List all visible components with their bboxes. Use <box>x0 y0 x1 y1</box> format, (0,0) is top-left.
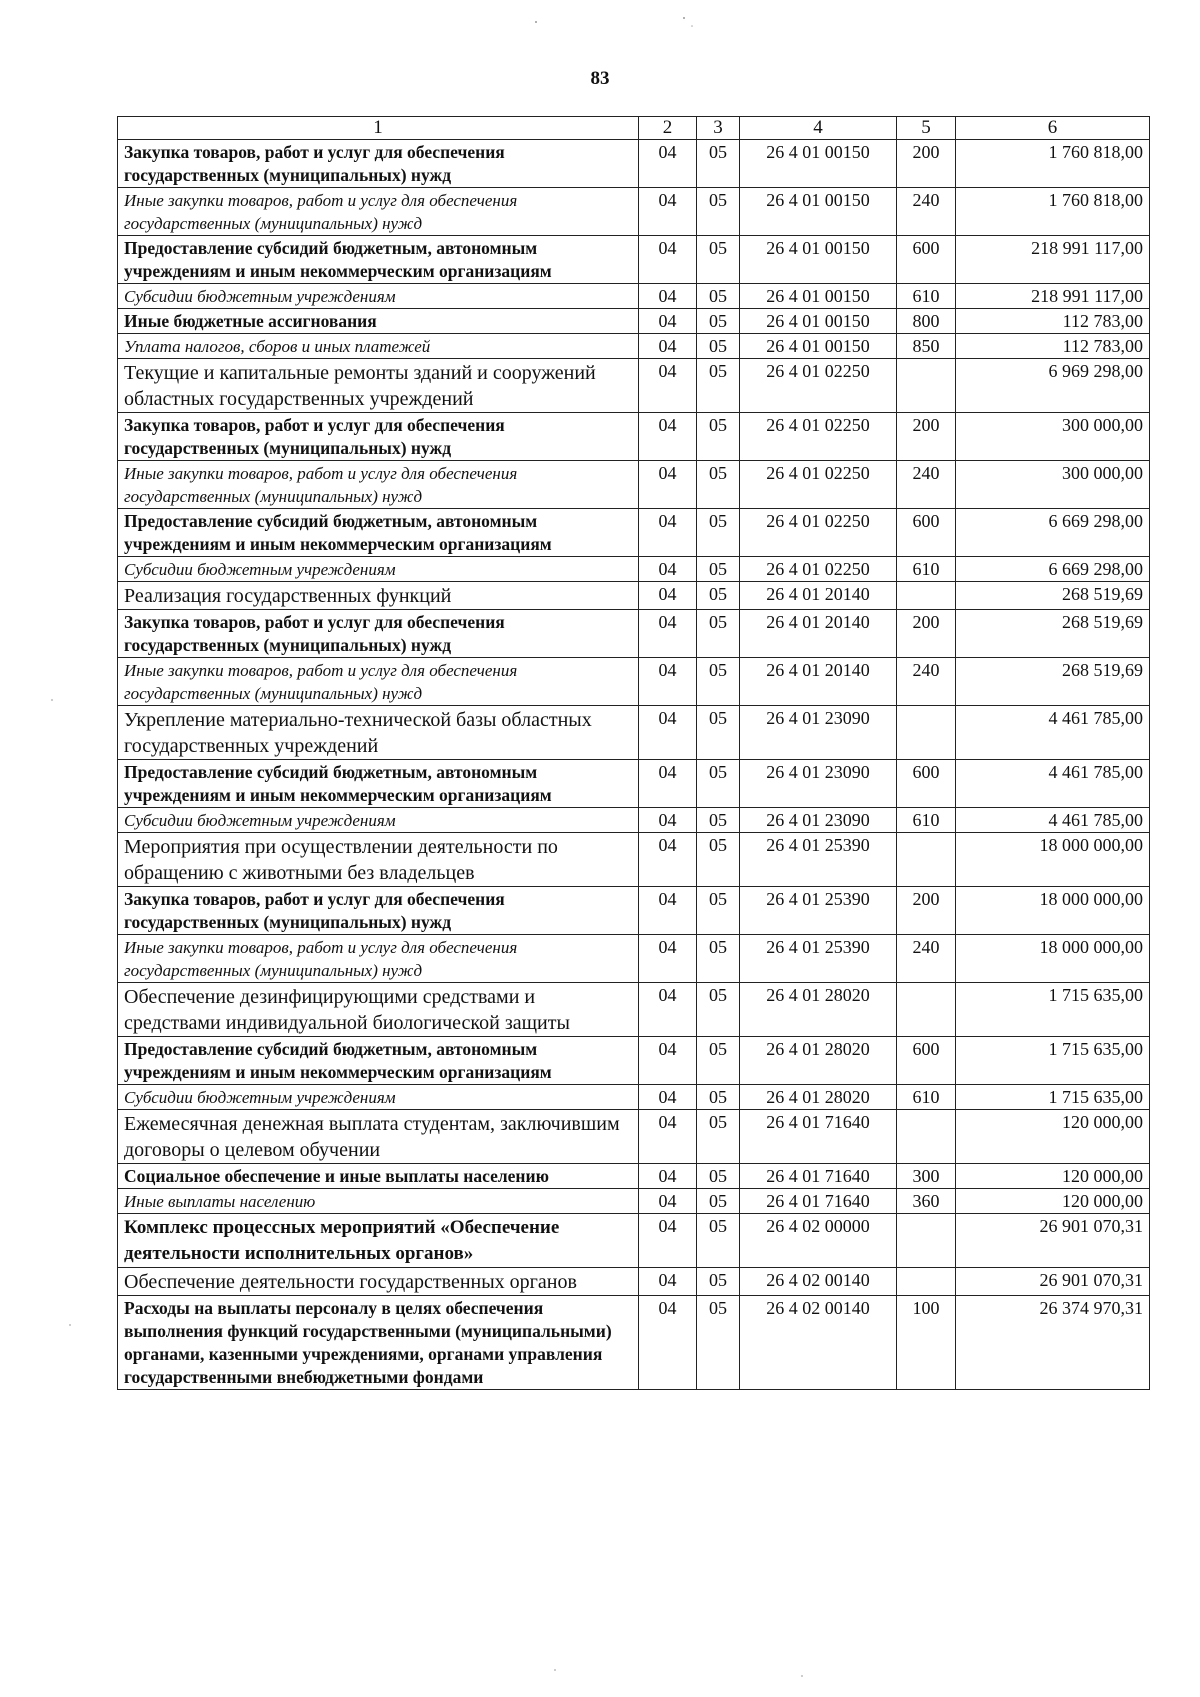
row-name: Закупка товаров, работ и услуг для обеспечения государственных (муниципальных) нужд <box>118 610 639 658</box>
amount: 6 669 298,00 <box>956 509 1150 557</box>
section-code: 04 <box>639 1110 697 1164</box>
table-row <box>118 808 1150 833</box>
table-row <box>118 461 1150 509</box>
target-article-code: 26 4 01 02250 <box>740 461 897 509</box>
row-name: Комплекс процессных мероприятий «Обеспечение деятельности исполнительных органов» <box>118 1214 639 1268</box>
amount: 18 000 000,00 <box>956 935 1150 983</box>
row-name: Мероприятия при осуществлении деятельности по обращению с животными без владельцев <box>118 833 639 887</box>
section-code: 04 <box>639 760 697 808</box>
subsection-code: 05 <box>697 284 740 309</box>
row-name: Иные закупки товаров, работ и услуг для обеспечения государственных (муниципальных) нужд <box>118 188 639 236</box>
expense-type-code: 610 <box>897 557 956 582</box>
amount: 4 461 785,00 <box>956 706 1150 760</box>
expense-type-code <box>897 983 956 1037</box>
table-row <box>118 188 1150 236</box>
target-article-code: 26 4 01 00150 <box>740 236 897 284</box>
expense-type-code: 360 <box>897 1189 956 1214</box>
target-article-code: 26 4 01 71640 <box>740 1189 897 1214</box>
subsection-code: 05 <box>697 309 740 334</box>
subsection-code: 05 <box>697 188 740 236</box>
row-name: Иные закупки товаров, работ и услуг для обеспечения государственных (муниципальных) нужд <box>118 461 639 509</box>
expense-type-code: 200 <box>897 413 956 461</box>
subsection-code: 05 <box>697 1296 740 1390</box>
section-code: 04 <box>639 887 697 935</box>
expense-type-code <box>897 706 956 760</box>
subsection-code: 05 <box>697 1037 740 1085</box>
expense-type-code: 240 <box>897 658 956 706</box>
section-code: 04 <box>639 557 697 582</box>
header-col-2: 2 <box>639 117 697 140</box>
header-col-4: 4 <box>740 117 897 140</box>
section-code: 04 <box>639 658 697 706</box>
expense-type-code: 240 <box>897 188 956 236</box>
subsection-code: 05 <box>697 658 740 706</box>
expense-type-code: 600 <box>897 760 956 808</box>
amount: 4 461 785,00 <box>956 760 1150 808</box>
section-code: 04 <box>639 284 697 309</box>
subsection-code: 05 <box>697 1085 740 1110</box>
amount: 112 783,00 <box>956 309 1150 334</box>
subsection-code: 05 <box>697 461 740 509</box>
row-name: Субсидии бюджетным учреждениям <box>118 1085 639 1110</box>
subsection-code: 05 <box>697 983 740 1037</box>
table-row <box>118 1214 1150 1268</box>
row-name: Предоставление субсидий бюджетным, автономным учреждениям и иным некоммерческим организациям <box>118 1037 639 1085</box>
expense-type-code: 300 <box>897 1164 956 1189</box>
expense-type-code <box>897 1214 956 1268</box>
subsection-code: 05 <box>697 808 740 833</box>
table-row <box>118 309 1150 334</box>
amount: 1 760 818,00 <box>956 188 1150 236</box>
target-article-code: 26 4 01 25390 <box>740 887 897 935</box>
target-article-code: 26 4 01 02250 <box>740 557 897 582</box>
subsection-code: 05 <box>697 760 740 808</box>
expense-type-code: 600 <box>897 236 956 284</box>
table-row <box>118 284 1150 309</box>
subsection-code: 05 <box>697 1214 740 1268</box>
subsection-code: 05 <box>697 557 740 582</box>
target-article-code: 26 4 01 02250 <box>740 359 897 413</box>
row-name: Закупка товаров, работ и услуг для обеспечения государственных (муниципальных) нужд <box>118 887 639 935</box>
target-article-code: 26 4 01 71640 <box>740 1110 897 1164</box>
expense-type-code <box>897 833 956 887</box>
amount: 120 000,00 <box>956 1164 1150 1189</box>
amount: 268 519,69 <box>956 610 1150 658</box>
section-code: 04 <box>639 334 697 359</box>
expense-type-code: 600 <box>897 1037 956 1085</box>
row-name: Предоставление субсидий бюджетным, автономным учреждениям и иным некоммерческим организациям <box>118 509 639 557</box>
subsection-code: 05 <box>697 334 740 359</box>
table-row <box>118 760 1150 808</box>
row-name: Расходы на выплаты персоналу в целях обеспечения выполнения функций государственными (муниципальными) органами, казенными учреждениями, органами управления государственными внебюджетными фондами <box>118 1296 639 1390</box>
amount: 1 760 818,00 <box>956 140 1150 188</box>
target-article-code: 26 4 01 25390 <box>740 935 897 983</box>
amount: 268 519,69 <box>956 658 1150 706</box>
section-code: 04 <box>639 1037 697 1085</box>
section-code: 04 <box>639 983 697 1037</box>
target-article-code: 26 4 01 23090 <box>740 760 897 808</box>
section-code: 04 <box>639 935 697 983</box>
subsection-code: 05 <box>697 509 740 557</box>
budget-table <box>117 116 1150 1390</box>
table-row <box>118 509 1150 557</box>
amount: 18 000 000,00 <box>956 887 1150 935</box>
subsection-code: 05 <box>697 610 740 658</box>
amount: 6 969 298,00 <box>956 359 1150 413</box>
target-article-code: 26 4 01 00150 <box>740 188 897 236</box>
subsection-code: 05 <box>697 236 740 284</box>
section-code: 04 <box>639 413 697 461</box>
amount: 1 715 635,00 <box>956 983 1150 1037</box>
amount: 300 000,00 <box>956 413 1150 461</box>
target-article-code: 26 4 01 20140 <box>740 658 897 706</box>
row-name: Текущие и капитальные ремонты зданий и сооружений областных государственных учреждений <box>118 359 639 413</box>
row-name: Субсидии бюджетным учреждениям <box>118 557 639 582</box>
subsection-code: 05 <box>697 1189 740 1214</box>
target-article-code: 26 4 02 00140 <box>740 1268 897 1296</box>
expense-type-code <box>897 1268 956 1296</box>
target-article-code: 26 4 01 23090 <box>740 808 897 833</box>
table-row <box>118 610 1150 658</box>
subsection-code: 05 <box>697 140 740 188</box>
header-row <box>118 117 1150 140</box>
row-name: Ежемесячная денежная выплата студентам, заключившим договоры о целевом обучении <box>118 1110 639 1164</box>
subsection-code: 05 <box>697 887 740 935</box>
subsection-code: 05 <box>697 935 740 983</box>
table-row <box>118 236 1150 284</box>
target-article-code: 26 4 02 00000 <box>740 1214 897 1268</box>
expense-type-code: 610 <box>897 808 956 833</box>
header-col-5: 5 <box>897 117 956 140</box>
table-row <box>118 935 1150 983</box>
page-number: 83 <box>590 68 610 89</box>
table-row <box>118 1164 1150 1189</box>
table-row <box>118 983 1150 1037</box>
section-code: 04 <box>639 359 697 413</box>
row-name: Субсидии бюджетным учреждениям <box>118 808 639 833</box>
section-code: 04 <box>639 582 697 610</box>
target-article-code: 26 4 01 00150 <box>740 284 897 309</box>
amount: 120 000,00 <box>956 1189 1150 1214</box>
section-code: 04 <box>639 188 697 236</box>
section-code: 04 <box>639 706 697 760</box>
section-code: 04 <box>639 1214 697 1268</box>
target-article-code: 26 4 01 02250 <box>740 509 897 557</box>
table-row <box>118 1296 1150 1390</box>
section-code: 04 <box>639 610 697 658</box>
section-code: 04 <box>639 236 697 284</box>
target-article-code: 26 4 01 20140 <box>740 610 897 658</box>
target-article-code: 26 4 02 00140 <box>740 1296 897 1390</box>
section-code: 04 <box>639 1268 697 1296</box>
row-name: Обеспечение дезинфицирующими средствами и средствами индивидуальной биологической защиты <box>118 983 639 1037</box>
amount: 6 669 298,00 <box>956 557 1150 582</box>
target-article-code: 26 4 01 00150 <box>740 140 897 188</box>
subsection-code: 05 <box>697 1268 740 1296</box>
amount: 4 461 785,00 <box>956 808 1150 833</box>
target-article-code: 26 4 01 25390 <box>740 833 897 887</box>
subsection-code: 05 <box>697 359 740 413</box>
amount: 120 000,00 <box>956 1110 1150 1164</box>
amount: 218 991 117,00 <box>956 284 1150 309</box>
row-name: Социальное обеспечение и иные выплаты населению <box>118 1164 639 1189</box>
target-article-code: 26 4 01 23090 <box>740 706 897 760</box>
expense-type-code: 610 <box>897 1085 956 1110</box>
row-name: Иные закупки товаров, работ и услуг для обеспечения государственных (муниципальных) нужд <box>118 658 639 706</box>
table-row <box>118 1037 1150 1085</box>
table-row <box>118 1085 1150 1110</box>
table-row <box>118 833 1150 887</box>
table-row <box>118 887 1150 935</box>
expense-type-code: 800 <box>897 309 956 334</box>
table-row <box>118 334 1150 359</box>
row-name: Субсидии бюджетным учреждениям <box>118 284 639 309</box>
row-name: Закупка товаров, работ и услуг для обеспечения государственных (муниципальных) нужд <box>118 140 639 188</box>
expense-type-code: 200 <box>897 140 956 188</box>
subsection-code: 05 <box>697 833 740 887</box>
table-row <box>118 1110 1150 1164</box>
expense-type-code: 600 <box>897 509 956 557</box>
amount: 26 901 070,31 <box>956 1214 1150 1268</box>
target-article-code: 26 4 01 71640 <box>740 1164 897 1189</box>
amount: 112 783,00 <box>956 334 1150 359</box>
section-code: 04 <box>639 1164 697 1189</box>
section-code: 04 <box>639 509 697 557</box>
row-name: Иные выплаты населению <box>118 1189 639 1214</box>
section-code: 04 <box>639 833 697 887</box>
section-code: 04 <box>639 140 697 188</box>
table-row <box>118 582 1150 610</box>
table-row <box>118 413 1150 461</box>
target-article-code: 26 4 01 20140 <box>740 582 897 610</box>
target-article-code: 26 4 01 28020 <box>740 1037 897 1085</box>
subsection-code: 05 <box>697 1110 740 1164</box>
amount: 26 901 070,31 <box>956 1268 1150 1296</box>
amount: 18 000 000,00 <box>956 833 1150 887</box>
row-name: Предоставление субсидий бюджетным, автономным учреждениям и иным некоммерческим организациям <box>118 760 639 808</box>
row-name: Укрепление материально-технической базы областных государственных учреждений <box>118 706 639 760</box>
section-code: 04 <box>639 1085 697 1110</box>
subsection-code: 05 <box>697 706 740 760</box>
expense-type-code <box>897 1110 956 1164</box>
expense-type-code: 240 <box>897 461 956 509</box>
subsection-code: 05 <box>697 1164 740 1189</box>
expense-type-code: 610 <box>897 284 956 309</box>
row-name: Обеспечение деятельности государственных органов <box>118 1268 639 1296</box>
row-name: Реализация государственных функций <box>118 582 639 610</box>
table-row <box>118 557 1150 582</box>
table-row <box>118 1268 1150 1296</box>
target-article-code: 26 4 01 00150 <box>740 334 897 359</box>
section-code: 04 <box>639 1296 697 1390</box>
target-article-code: 26 4 01 28020 <box>740 1085 897 1110</box>
budget-table-body <box>118 117 1150 1390</box>
table-row <box>118 1189 1150 1214</box>
row-name: Уплата налогов, сборов и иных платежей <box>118 334 639 359</box>
header-col-3: 3 <box>697 117 740 140</box>
expense-type-code: 200 <box>897 887 956 935</box>
subsection-code: 05 <box>697 413 740 461</box>
subsection-code: 05 <box>697 582 740 610</box>
amount: 218 991 117,00 <box>956 236 1150 284</box>
row-name: Закупка товаров, работ и услуг для обеспечения государственных (муниципальных) нужд <box>118 413 639 461</box>
expense-type-code <box>897 359 956 413</box>
expense-type-code: 200 <box>897 610 956 658</box>
amount: 268 519,69 <box>956 582 1150 610</box>
amount: 26 374 970,31 <box>956 1296 1150 1390</box>
expense-type-code <box>897 582 956 610</box>
amount: 1 715 635,00 <box>956 1085 1150 1110</box>
expense-type-code: 100 <box>897 1296 956 1390</box>
row-name: Иные закупки товаров, работ и услуг для обеспечения государственных (муниципальных) нужд <box>118 935 639 983</box>
header-col-6: 6 <box>956 117 1150 140</box>
target-article-code: 26 4 01 02250 <box>740 413 897 461</box>
expense-type-code: 240 <box>897 935 956 983</box>
section-code: 04 <box>639 461 697 509</box>
row-name: Предоставление субсидий бюджетным, автономным учреждениям и иным некоммерческим организациям <box>118 236 639 284</box>
expense-type-code: 850 <box>897 334 956 359</box>
target-article-code: 26 4 01 28020 <box>740 983 897 1037</box>
amount: 300 000,00 <box>956 461 1150 509</box>
amount: 1 715 635,00 <box>956 1037 1150 1085</box>
row-name: Иные бюджетные ассигнования <box>118 309 639 334</box>
target-article-code: 26 4 01 00150 <box>740 309 897 334</box>
header-col-1: 1 <box>118 117 639 140</box>
table-row <box>118 658 1150 706</box>
table-row <box>118 140 1150 188</box>
table-row <box>118 359 1150 413</box>
section-code: 04 <box>639 309 697 334</box>
section-code: 04 <box>639 1189 697 1214</box>
section-code: 04 <box>639 808 697 833</box>
table-row <box>118 706 1150 760</box>
